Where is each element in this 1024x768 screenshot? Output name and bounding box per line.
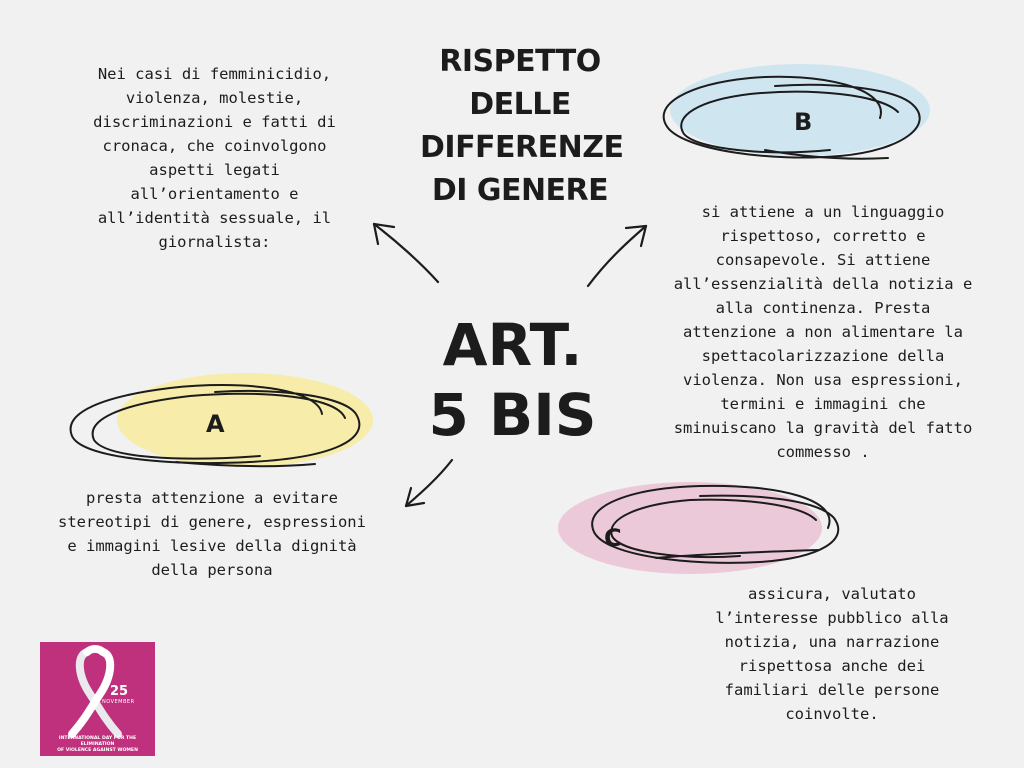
title-line: DIFFERENZE xyxy=(420,130,624,165)
point-c-letter: C xyxy=(604,524,622,552)
intro-line: violenza, molestie, xyxy=(125,89,304,107)
intro-line: giornalista: xyxy=(158,233,271,251)
point-b-line: alla continenza. Presta xyxy=(715,299,931,317)
point-a-text xyxy=(16,486,408,582)
badge-caption xyxy=(44,736,151,754)
point-b-line: attenzione a non alimentare la xyxy=(683,323,963,341)
point-b-text xyxy=(638,200,1008,464)
point-a-line: e immagini lesive della dignità xyxy=(67,537,357,555)
point-b-line: all’essenzialità della notizia e xyxy=(673,275,973,293)
point-b-line: termini e immagini che xyxy=(720,395,926,413)
point-a-letter: A xyxy=(206,410,225,438)
point-a-line: presta attenzione a evitare xyxy=(86,489,338,507)
intro-line: all’orientamento e xyxy=(130,185,299,203)
intro-line: Nei casi di femminicidio, xyxy=(97,65,332,83)
intro-line: all’identità sessuale, il xyxy=(97,209,332,227)
point-b-line: si attiene a un linguaggio xyxy=(701,203,945,221)
intro-line: aspetti legati xyxy=(149,161,280,179)
point-c-line: notizia, una narrazione xyxy=(724,633,940,651)
title-line: DELLE xyxy=(469,87,571,122)
point-c-line: familiari delle persone xyxy=(724,681,940,699)
central-node-line: ART. xyxy=(442,311,583,379)
point-c-text xyxy=(672,582,992,726)
point-c-line: assicura, valutato xyxy=(748,585,916,603)
point-c-line: coinvolte. xyxy=(785,705,879,723)
a-highlight xyxy=(117,373,373,467)
point-b-line: rispettoso, corretto e xyxy=(720,227,926,245)
point-b-line: spettacolarizzazione della xyxy=(701,347,945,365)
badge-day: 25 xyxy=(110,684,129,699)
diagram-title xyxy=(420,40,624,212)
badge-caption-line: OF VIOLENCE AGAINST WOMEN xyxy=(57,748,138,753)
intro-text xyxy=(52,62,377,254)
arrow-to-intro xyxy=(374,224,438,282)
title-line: DI GENERE xyxy=(431,173,609,208)
point-c-line: l’interesse pubblico alla xyxy=(715,609,949,627)
central-node-line: 5 BIS xyxy=(428,381,597,449)
awareness-badge xyxy=(40,642,155,756)
point-c-line: rispettosa anche dei xyxy=(738,657,926,675)
point-b-line: commesso . xyxy=(776,443,870,461)
point-b-line: violenza. Non usa espressioni, xyxy=(683,371,963,389)
badge-caption-line: INTERNATIONAL DAY FOR THE ELIMINATION xyxy=(58,736,137,747)
point-a-line: della persona xyxy=(151,561,273,579)
arrow-to-a xyxy=(406,460,452,506)
central-node xyxy=(420,310,605,450)
intro-line: cronaca, che coinvolgono xyxy=(102,137,327,155)
point-b-line: sminuiscano la gravità del fatto xyxy=(673,419,973,437)
point-b-letter: B xyxy=(794,108,813,136)
point-a-line: stereotipi di genere, espressioni xyxy=(58,513,366,531)
title-line: RISPETTO xyxy=(439,44,601,79)
badge-month: NOVEMBER xyxy=(102,699,135,705)
intro-line: discriminazioni e fatti di xyxy=(93,113,336,131)
point-b-line: consapevole. Si attiene xyxy=(715,251,931,269)
